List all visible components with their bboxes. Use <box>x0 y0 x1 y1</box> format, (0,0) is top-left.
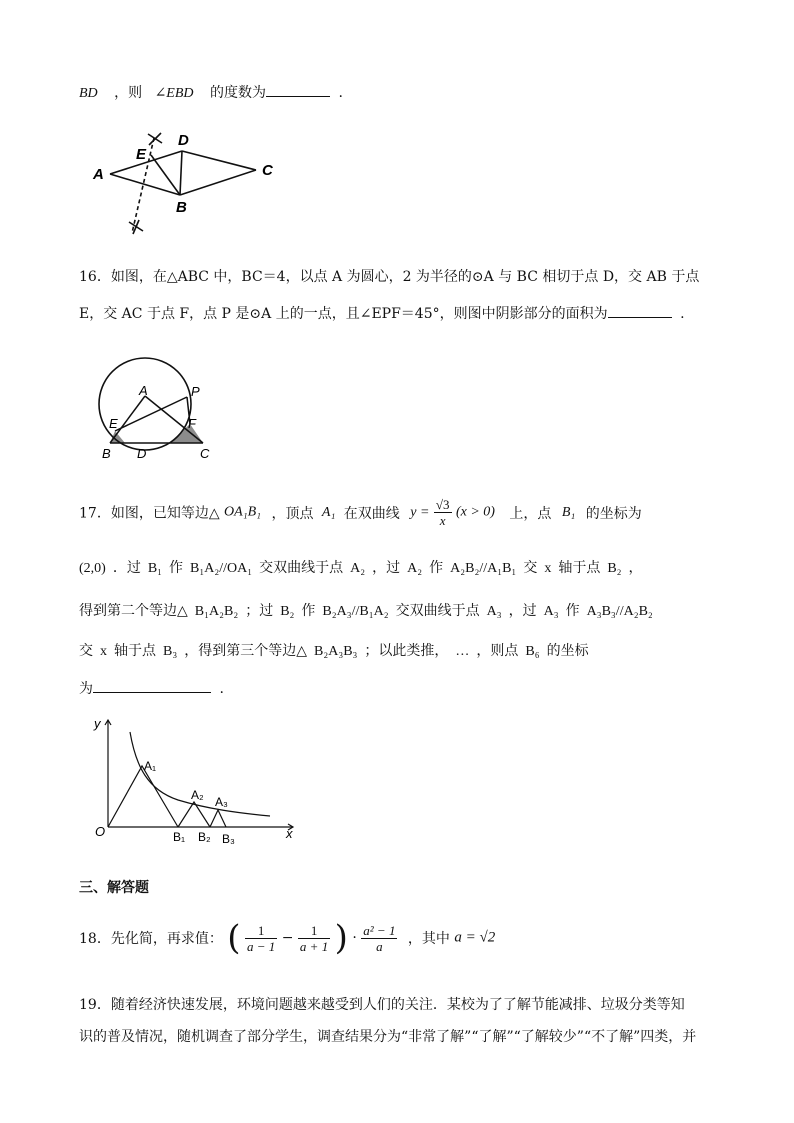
q18-frac2 <box>298 923 330 954</box>
q18-f1-den: a − 1 <box>247 938 276 954</box>
q16-line1: 16．如图，在△ABC 中，BC＝4，以点 A 为圆心，2 为半径的⊙A 与 BC 相切于点 D，交 AB 于点 <box>79 269 700 285</box>
q18-f1-num: 1 <box>245 923 277 939</box>
q18-f2-num: 1 <box>298 923 330 939</box>
fig16-label-c: C <box>200 446 210 461</box>
fig17-label-a3: A₃ <box>215 795 228 809</box>
q18-line <box>79 918 495 964</box>
fig17-label-a2: A₂ <box>191 788 204 802</box>
q18-dot: · <box>352 930 357 946</box>
fig15-label-e: E <box>136 146 147 163</box>
q15-tail-line <box>79 82 343 102</box>
q17-line2: (2,0) ．过 B₁ 作 B₁A₂//OA₁ 交双曲线于点 A₂ ，过 A₂ 作 A₂B₂//A₁B₁ 交 x 轴于点 B₂ ， <box>79 561 643 576</box>
figure-16-circle-triangle <box>92 350 232 465</box>
figure-15-rhombus <box>88 125 288 245</box>
q17-l1-b: ，顶点 <box>271 505 314 522</box>
q17-l1-tri: OA₁B₁ <box>224 504 261 520</box>
q19-line2: 识的普及情况，随机调查了部分学生，调查结果分为“非常了解”“了解”“了解较少”“不了解”四类，并 <box>79 1029 697 1045</box>
q17-l1-c: 在双曲线 <box>343 505 400 522</box>
q17-line3: 得到第二个等边△ B₁A₂B₂ ；过 B₂ 作 B₂A₃//B₁A₂ 交双曲线于点 A₃ ，过 A₃ 作 A₃B₃//A₂B₂ <box>79 604 653 619</box>
q17-cond: (x > 0) <box>455 504 495 520</box>
q18-f2-den: a + 1 <box>299 938 329 954</box>
q17-l5-text: 为 <box>79 681 93 697</box>
q17-frac-num: √3 <box>435 497 450 512</box>
fig16-label-p: P <box>191 384 200 399</box>
q15-text-mid: ，则 <box>114 85 143 101</box>
fig17-label-x: x <box>286 826 293 841</box>
figure-17-hyperbola <box>88 712 303 852</box>
q18-lead: 18．先化简，再求值： <box>79 931 223 947</box>
fig16-label-f: F <box>188 416 196 431</box>
fig17-label-b1: B₁ <box>173 830 186 844</box>
q16-line2 <box>79 303 685 323</box>
q17-l1-b1: B₁ <box>561 504 576 520</box>
q16-line2-text: E，交 AC 于点 F，点 P 是⊙A 上的一点，且∠EPF＝45°，则图中阴影部分的面积为 <box>79 306 608 322</box>
q18-minus: − <box>281 930 294 946</box>
q15-angle: ∠EBD <box>154 86 194 101</box>
q16-period: . <box>680 306 685 322</box>
q17-l1-a: 17．如图，已知等边△ <box>79 505 220 522</box>
fig15-label-a: A <box>93 166 104 183</box>
q15-answer-blank[interactable] <box>266 82 330 97</box>
fig16-label-a: A <box>139 383 148 398</box>
q18-right-paren: ) <box>334 918 348 958</box>
q17-line5 <box>79 678 224 698</box>
q17-period: . <box>219 681 224 697</box>
q17-line1 <box>79 497 642 537</box>
fig17-label-b2: B₂ <box>198 830 211 844</box>
fig15-label-d: D <box>178 132 189 149</box>
q18-frac1 <box>245 923 277 954</box>
q18-cond: a = √2 <box>454 929 496 946</box>
q17-answer-blank[interactable] <box>93 678 211 693</box>
q17-eq-lhs: y = <box>410 504 430 520</box>
q17-frac-den: x <box>439 513 446 528</box>
q17-l1-a1: A₁ <box>321 504 336 520</box>
fig17-label-b3: B₃ <box>222 832 235 846</box>
q18-frac3 <box>361 923 397 954</box>
section-3-heading: 三、解答题 <box>79 880 149 896</box>
fig17-label-y: y <box>94 716 101 731</box>
q15-text-end: 的度数为 <box>209 85 266 101</box>
q18-tail: ，其中 <box>407 931 450 947</box>
q19-line1: 19．随着经济快速发展，环境问题越来越受到人们的关注．某校为了了解节能减排、垃圾分类等知 <box>79 997 685 1013</box>
q17-l1-e: 的坐标为 <box>585 505 642 522</box>
q15-period: . <box>338 85 343 101</box>
q18-f3-den: a <box>376 938 383 954</box>
fig15-label-b: B <box>176 199 187 216</box>
q18-f3-num: a² − 1 <box>363 922 396 938</box>
fig16-label-e: E <box>109 416 118 431</box>
fig17-label-a1: A₁ <box>144 759 157 773</box>
q17-line4: 交 x 轴于点 B₃ ，得到第三个等边△ B₂A₃B₃ ；以此类推， … ，则点 B₆ 的坐标 <box>79 644 589 659</box>
fig16-label-d: D <box>137 446 147 461</box>
q18-left-paren: ( <box>227 918 241 958</box>
q17-l1-d: 上，点 <box>509 505 552 522</box>
q15-bd: BD <box>79 86 98 101</box>
q16-answer-blank[interactable] <box>608 303 672 318</box>
fig15-label-c: C <box>262 162 273 179</box>
fig16-label-b: B <box>102 446 111 461</box>
fig17-label-o: O <box>95 824 106 839</box>
q17-fraction <box>434 497 452 528</box>
